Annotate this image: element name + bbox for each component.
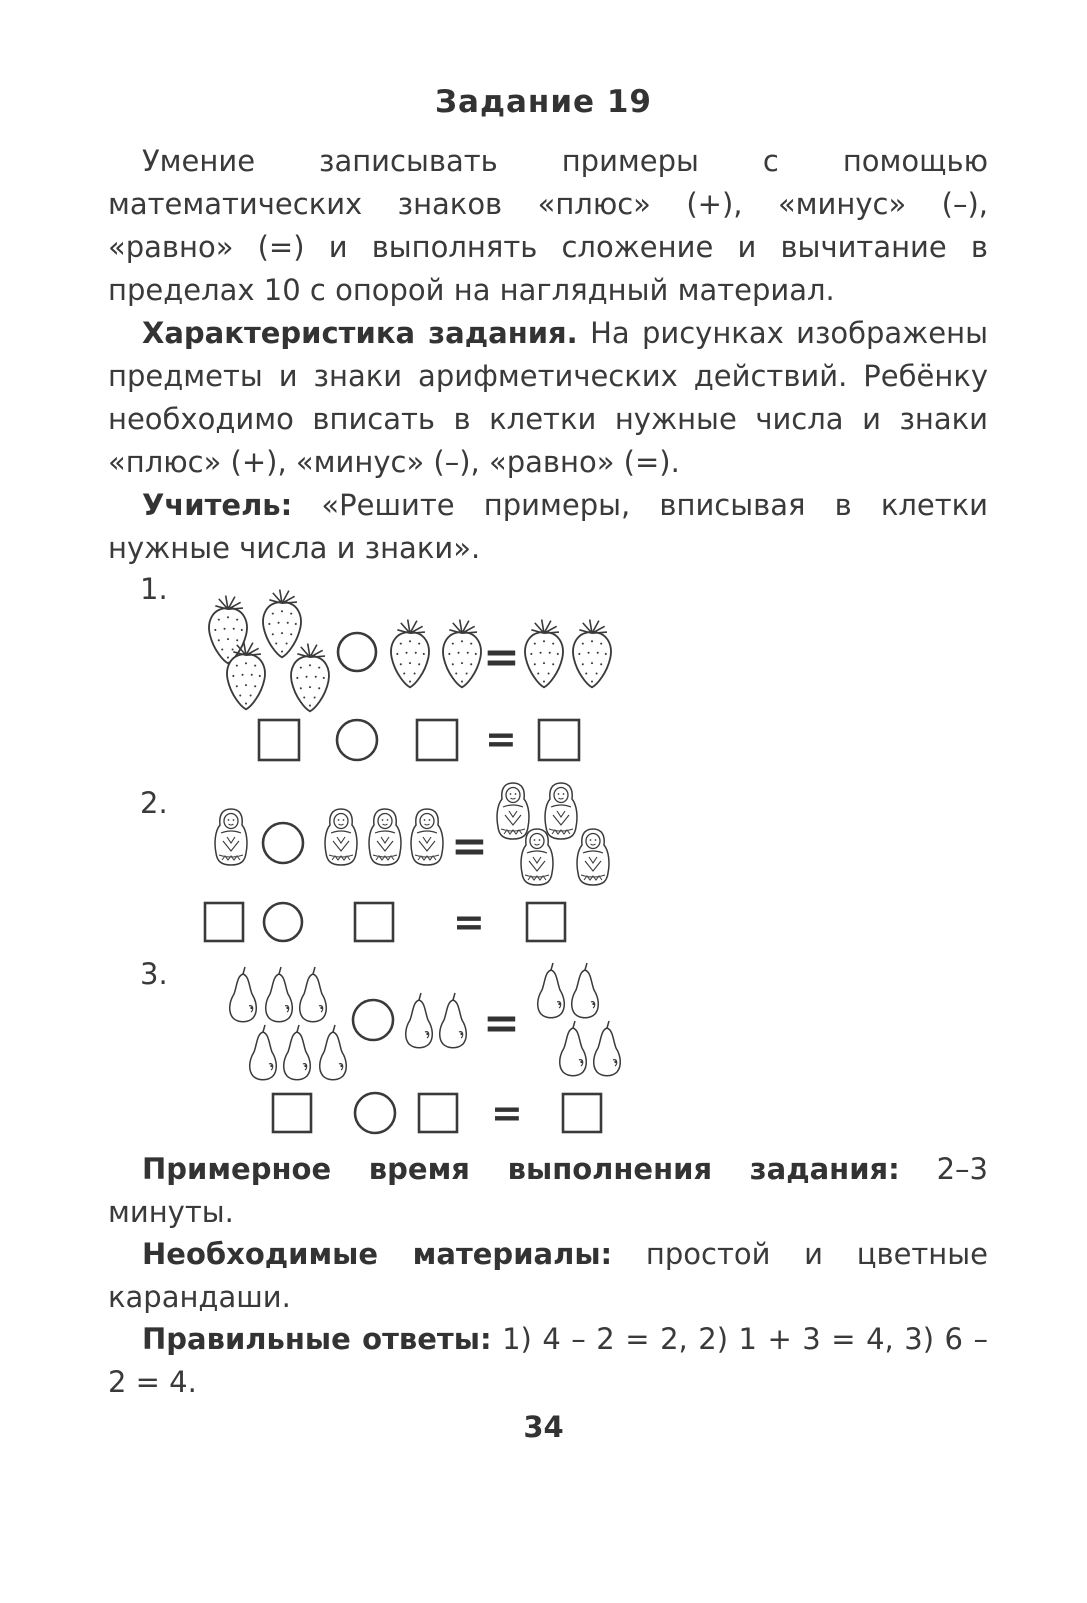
materials-text: простой и цветные карандаши. [108,1237,989,1314]
exercise-3-number: 3. [140,957,168,991]
pear-icon [406,993,433,1048]
intro-paragraph: Умение записывать примеры с помощью математических знаков «плюс» (+), «минус» (–), «равно» (=) и выполнять сложение и вычитание в пределах 10 с опорой на наглядный материал. [108,144,988,307]
exercise-2-number: 2. [140,786,168,820]
answer-box[interactable] [419,1094,457,1132]
pear-icon [266,967,293,1022]
characteristic-label: Характеристика задания. [142,316,578,350]
time-text: 2–3 минуты. [108,1152,988,1229]
materials-paragraph [108,1233,988,1319]
pear-icon [560,1021,587,1076]
teacher-label: Учитель: [142,488,293,522]
time-paragraph [108,1148,988,1234]
strawberry-icon [209,595,247,663]
answer-box[interactable] [563,1094,601,1132]
page-title: Задание 19 [435,84,652,120]
equals-sign: = [491,1091,523,1135]
operation-circle[interactable] [338,633,376,671]
strawberry-icon [391,619,429,687]
equals-sign: = [451,821,488,872]
page-number: 34 [523,1410,564,1444]
exercise-3-picture [215,962,635,1142]
pear-icon [440,993,467,1048]
pear-icon [572,963,599,1018]
answers-paragraph [108,1318,988,1404]
pear-icon [284,1025,311,1080]
pear-icon [300,967,327,1022]
strawberry-icon [443,619,481,687]
strawberry-icon [525,619,563,687]
strawberry-icon [573,619,611,687]
answer-box[interactable] [417,720,457,760]
strawberry-icon [263,589,301,657]
answer-box[interactable] [273,1094,311,1132]
pear-icon [230,967,257,1022]
pear-icon [594,1021,621,1076]
equals-sign: = [453,900,485,944]
equals-sign: = [483,632,520,683]
operation-circle[interactable] [353,1000,393,1040]
answers-text: 1) 4 – 2 = 2, 2) 1 + 3 = 4, 3) 6 – 2 = 4. [108,1322,988,1399]
matryoshka-icon [497,783,529,839]
characteristic-text: На рисунках изображены предметы и знаки арифметических действий. Ребёнку необходимо вписать в клетки нужные числа и знаки «плюс» (+), «минус» (–), «равно» (=). [108,316,989,479]
matryoshka-icon [577,829,609,885]
answer-circle[interactable] [264,903,302,941]
strawberry-icon [291,643,329,711]
equals-sign: = [483,998,520,1049]
teacher-paragraph [108,484,988,570]
teacher-text: «Решите примеры, вписывая в клетки нужные числа и знаки». [108,488,989,565]
answer-box[interactable] [205,903,243,941]
answer-box[interactable] [355,903,393,941]
equals-sign: = [485,717,517,761]
matryoshka-icon [325,809,357,865]
pear-icon [320,1025,347,1080]
operation-circle[interactable] [263,823,303,863]
exercise-1-picture [195,580,625,770]
answer-box[interactable] [527,903,565,941]
answer-box[interactable] [539,720,579,760]
characteristic-paragraph [108,312,988,484]
matryoshka-icon [411,809,443,865]
answer-box[interactable] [259,720,299,760]
matryoshka-icon [369,809,401,865]
answer-circle[interactable] [337,720,377,760]
answer-circle[interactable] [355,1093,395,1133]
pear-icon [538,963,565,1018]
matryoshka-icon [545,783,577,839]
pear-icon [250,1025,277,1080]
matryoshka-icon [521,829,553,885]
materials-label: Необходимые материалы: [142,1237,613,1271]
exercise-2-picture [195,775,615,950]
matryoshka-icon [215,809,247,865]
answers-label: Правильные ответы: [142,1322,492,1356]
exercise-1-number: 1. [140,572,168,606]
time-label: Примерное время выполнения задания: [142,1152,900,1186]
